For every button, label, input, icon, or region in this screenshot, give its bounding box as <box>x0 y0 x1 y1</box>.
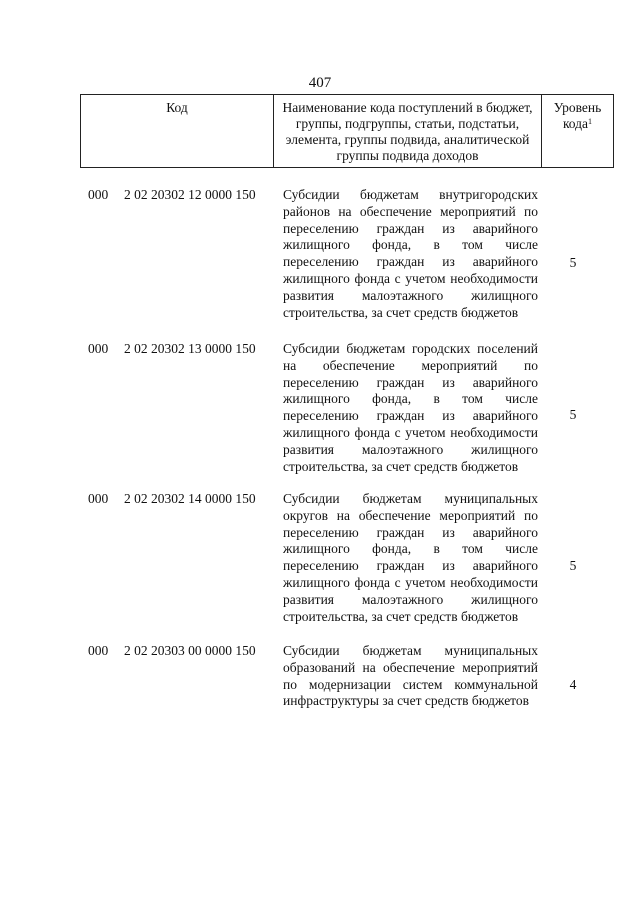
row-code: 2 02 20302 13 0000 150 <box>124 341 256 356</box>
footnote-marker: 1 <box>588 117 593 126</box>
row-prefix: 000 <box>88 643 109 658</box>
header-level-label: Уровень кода <box>553 100 602 131</box>
row-prefix: 000 <box>88 491 109 506</box>
header-code: Код <box>81 95 274 167</box>
row-level: 5 <box>569 407 577 422</box>
header-level <box>542 95 613 167</box>
row-code: 2 02 20303 00 0000 150 <box>124 643 256 658</box>
row-name: Субсидии бюджетам городских поселений на обеспечение мероприятий по переселению граждан из аварийного жилищного фонда, в том числе переселению граждан из аварийного жилищного фонда с учетом необходимости развития малоэтажного жилищного строительства, за счет средств бюджетов <box>283 341 538 474</box>
row-name: Субсидии бюджетам муниципальных образований на обеспечение мероприятий по модернизации систем коммунальной инфраструктуры за счет средств бюджетов <box>283 643 538 709</box>
row-name: Субсидии бюджетам муниципальных округов на обеспечение мероприятий по переселению граждан из аварийного жилищного фонда, в том числе переселению граждан из аварийного жилищного фонда с учетом необходимости развития малоэтажного жилищного строительства, за счет средств бюджетов <box>283 491 538 624</box>
row-level: 5 <box>569 255 577 270</box>
row-level: 5 <box>569 558 577 573</box>
row-prefix: 000 <box>88 341 109 356</box>
row-prefix: 000 <box>88 187 109 202</box>
header-name: Наименование кода поступлений в бюджет, группы, подгруппы, статьи, подстатьи, элемента, группы подвида, аналитической группы подвида доходов <box>274 95 542 167</box>
row-name: Субсидии бюджетам внутригородских районов на обеспечение мероприятий по переселению граждан из аварийного жилищного фонда, в том числе переселению граждан из аварийного жилищного фонда с учетом необходимости развития малоэтажного жилищного строительства, за счет средств бюджетов <box>283 187 538 320</box>
row-code: 2 02 20302 12 0000 150 <box>124 187 256 202</box>
page-number: 407 <box>308 75 332 91</box>
row-level: 4 <box>569 677 577 692</box>
row-code: 2 02 20302 14 0000 150 <box>124 491 256 506</box>
table-header <box>80 94 614 168</box>
